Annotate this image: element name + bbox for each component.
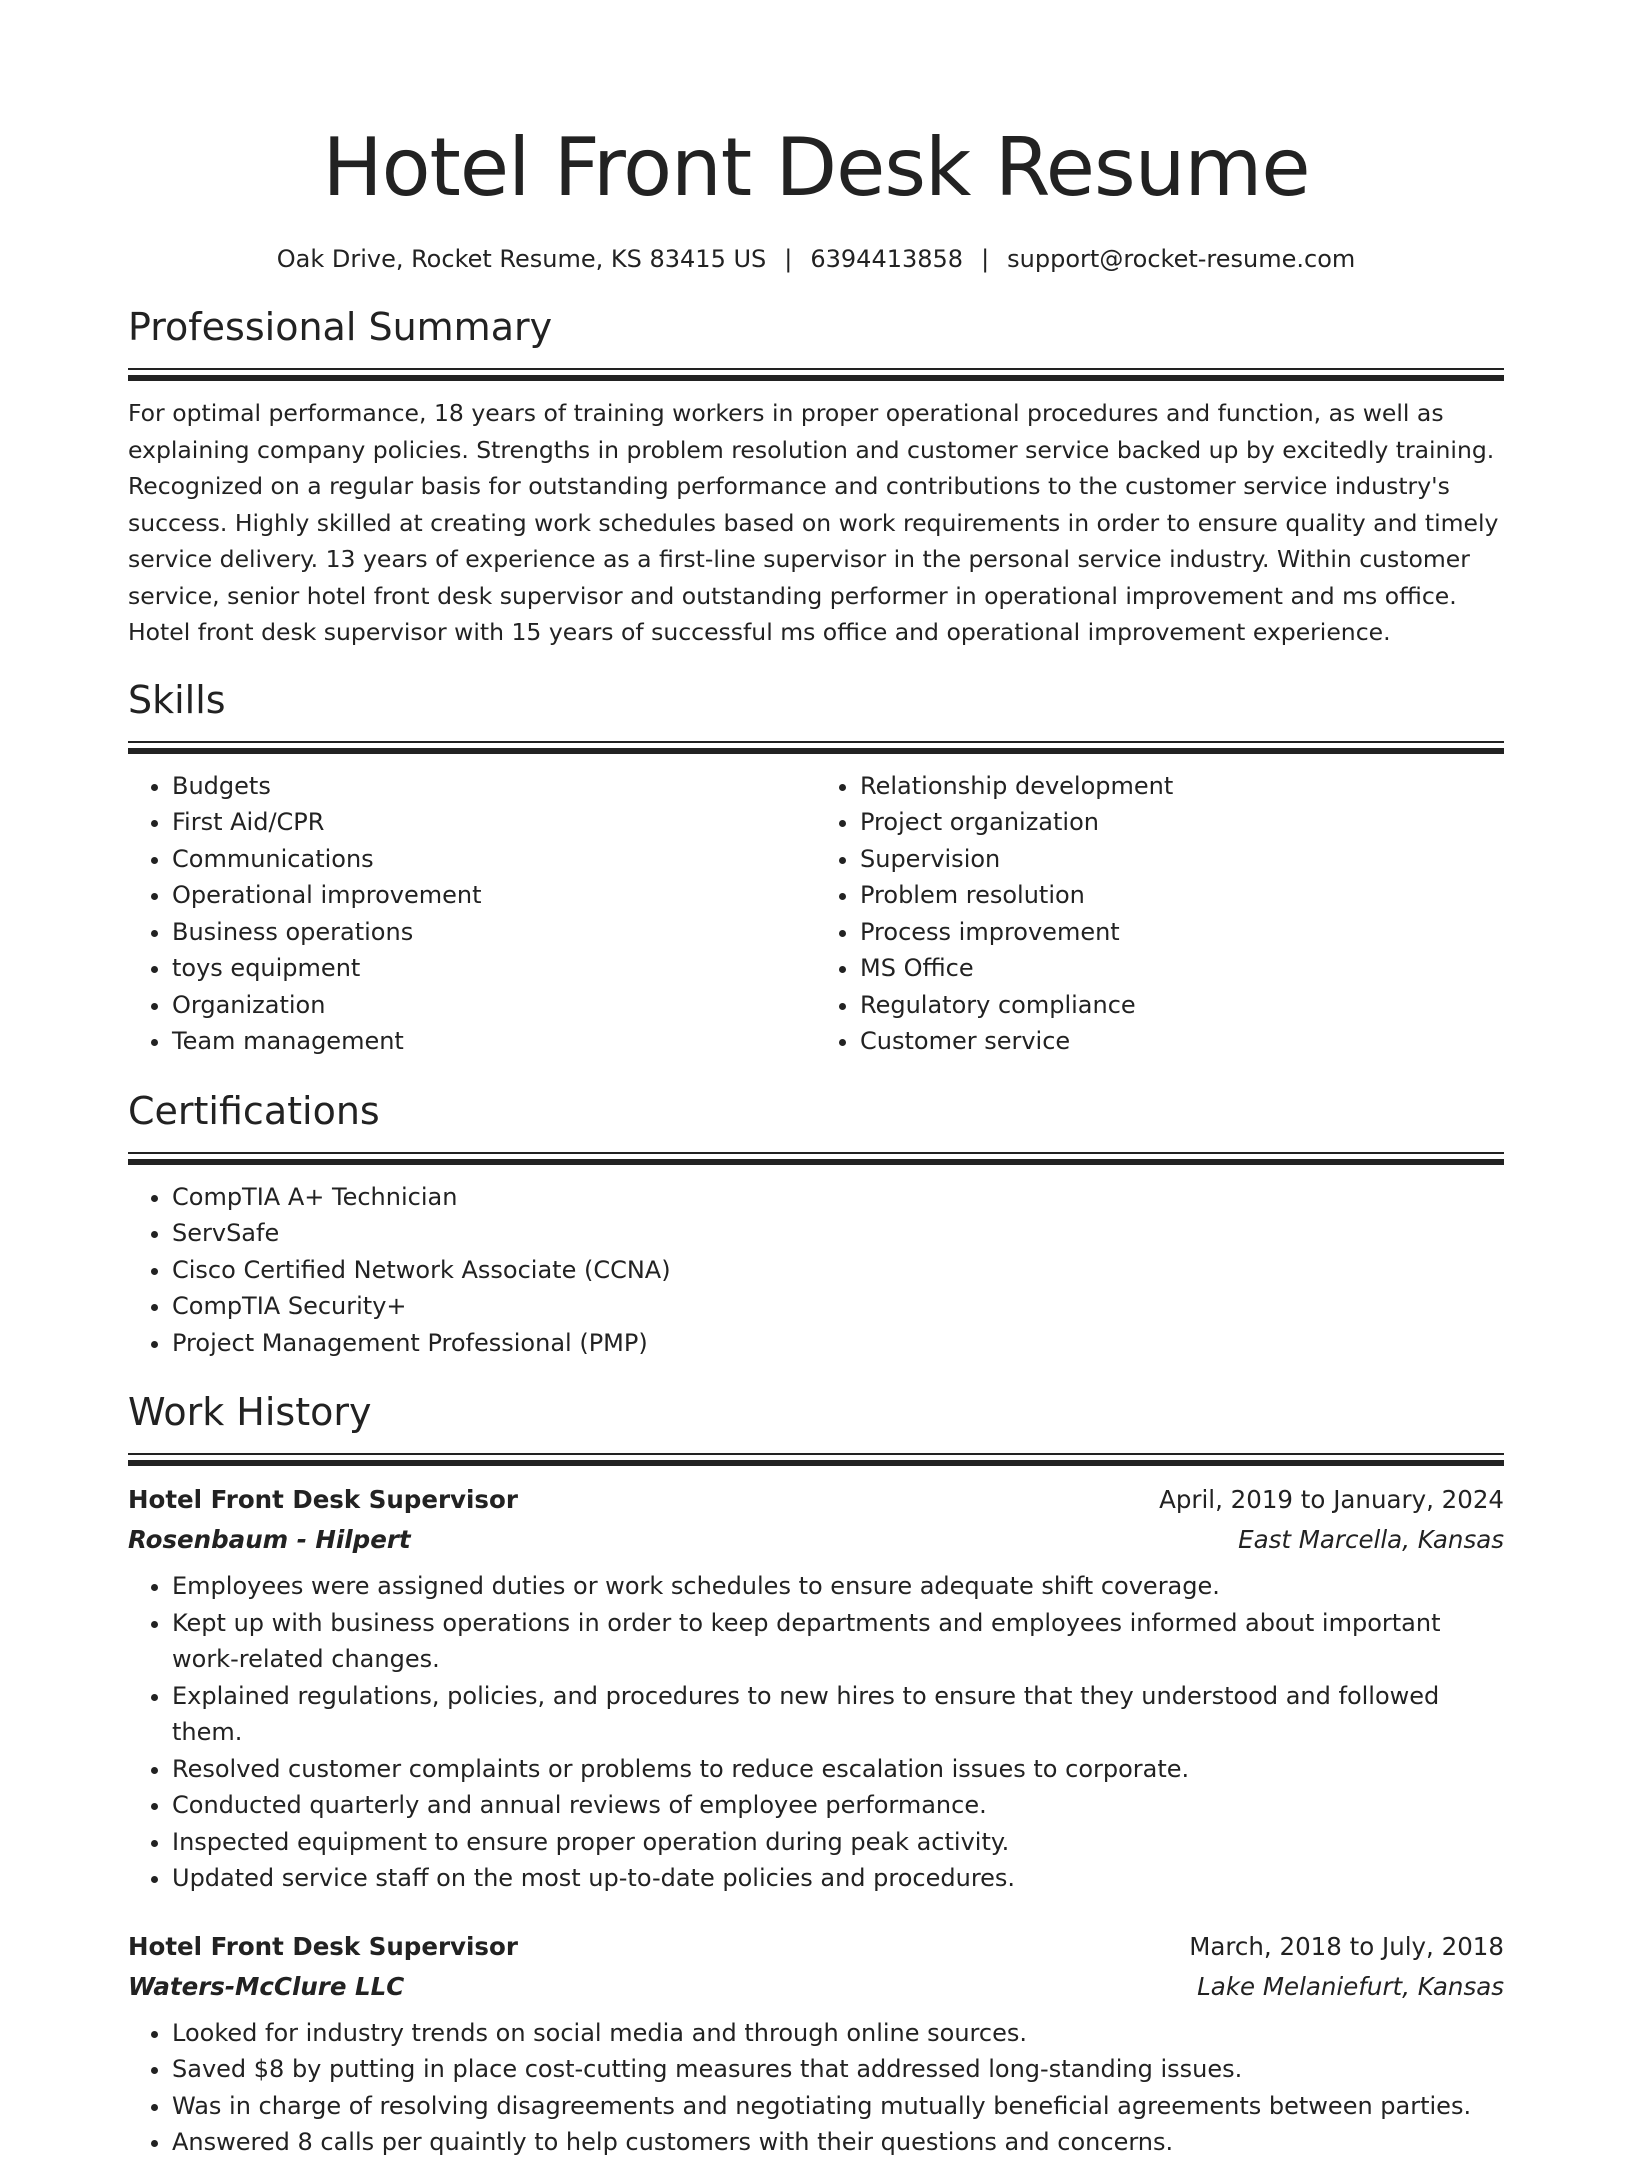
summary-text: For optimal performance, 18 years of training workers in proper operational procedures and function, as well as explaining company policies. Strengths in problem resolution and customer service backed up by excitedly training. Recognized on a regular basis for outstanding performance and contributions to the customer service industry's success. Highly skilled at creating work schedules based on work requirements in order to ensure quality and timely service delivery. 13 years of experience as a first-line supervisor in the personal service industry. Within customer service, senior hotel front desk supervisor and outstanding performer in operational improvement and ms office. Hotel front desk supervisor with 15 years of successful ms office and operational improvement experience. [128, 399, 1499, 646]
section-divider [128, 748, 1504, 754]
section-divider [128, 741, 1504, 743]
job-company: Rosenbaum - Hilpert [128, 1525, 411, 1554]
certification-item: • ServSafe [172, 1215, 1504, 1252]
certification-item: • Project Management Professional (PMP) [172, 1325, 1504, 1362]
skills-heading: Skills [128, 677, 226, 722]
work-history-section [128, 1389, 1504, 2161]
job-location: East Marcella, Kansas [1238, 1525, 1504, 1554]
job-bullets [128, 1568, 1504, 1897]
contact-line [128, 244, 1504, 274]
skills-list-right [816, 768, 1504, 1060]
skill-item: • First Aid/CPR [172, 804, 816, 841]
job-title: Hotel Front Desk Supervisor [128, 1485, 518, 1514]
skill-item: • Budgets [172, 768, 816, 805]
contact-email: support@rocket-resume.com [1007, 245, 1356, 273]
resume-content [128, 118, 1504, 2161]
summary-section [128, 304, 1504, 651]
job-bullet: • Was in charge of resolving disagreements and negotiating mutually beneficial agreements between parties. [172, 2088, 1504, 2125]
job-subheader [128, 1520, 1504, 1560]
job-header [128, 1927, 1504, 1967]
skill-item: • Relationship development [860, 768, 1504, 805]
job-bullet: • Employees were assigned duties or work schedules to ensure adequate shift coverage. [172, 1568, 1504, 1605]
skills-grid [128, 768, 1504, 1060]
skill-item: • Business operations [172, 914, 816, 951]
job-title: Hotel Front Desk Supervisor [128, 1931, 518, 1961]
skill-item: • Operational improvement [172, 877, 816, 914]
skill-item: • toys equipment [172, 950, 816, 987]
skills-list-left [128, 768, 816, 1060]
job-bullet: • Conducted quarterly and annual reviews of employee performance. [172, 1787, 1504, 1824]
certification-item: • CompTIA A+ Technician [172, 1179, 1504, 1216]
job-dates: April, 2019 to January, 2024 [1159, 1485, 1504, 1514]
work-history-heading: Work History [128, 1390, 372, 1434]
contact-separator: | [784, 245, 793, 273]
skill-item: • Project organization [860, 804, 1504, 841]
contact-phone: 6394413858 [810, 245, 964, 273]
job-bullet: • Explained regulations, policies, and procedures to new hires to ensure that they understood and followed them. [172, 1678, 1504, 1751]
section-divider [128, 375, 1504, 381]
job-bullets [128, 2015, 1504, 2161]
job-bullet: • Kept up with business operations in order to keep departments and employees informed about important work-related changes. [172, 1605, 1504, 1678]
job-location: Lake Melaniefurt, Kansas [1197, 1971, 1504, 2001]
job-entry [128, 1927, 1504, 2161]
skill-item: • Regulatory compliance [860, 987, 1504, 1024]
job-bullet: • Resolved customer complaints or problems to reduce escalation issues to corporate. [172, 1751, 1504, 1788]
skill-item: • Supervision [860, 841, 1504, 878]
section-divider [128, 1460, 1504, 1466]
job-bullet: • Answered 8 calls per quaintly to help customers with their questions and concerns. [172, 2124, 1504, 2161]
section-divider [128, 1453, 1504, 1455]
job-bullet: • Saved $8 by putting in place cost-cutting measures that addressed long-standing issues. [172, 2051, 1504, 2088]
skill-item: • Team management [172, 1023, 816, 1060]
certifications-section [128, 1088, 1504, 1362]
skill-item: • Process improvement [860, 914, 1504, 951]
job-subheader [128, 1967, 1504, 2007]
skill-item: • Problem resolution [860, 877, 1504, 914]
job-bullet: • Looked for industry trends on social media and through online sources. [172, 2015, 1504, 2052]
job-bullet: • Inspected equipment to ensure proper operation during peak activity. [172, 1824, 1504, 1861]
section-divider [128, 1159, 1504, 1165]
section-divider [128, 368, 1504, 370]
skill-item: • Organization [172, 987, 816, 1024]
section-divider [128, 1152, 1504, 1154]
skill-item: • Communications [172, 841, 816, 878]
contact-address: Oak Drive, Rocket Resume, KS 83415 US [276, 245, 767, 273]
skill-item: • Customer service [860, 1023, 1504, 1060]
job-dates: March, 2018 to July, 2018 [1189, 1931, 1504, 1961]
certification-item: • Cisco Certified Network Associate (CCNA) [172, 1252, 1504, 1289]
skill-item: • MS Office [860, 950, 1504, 987]
contact-separator: | [981, 245, 990, 273]
summary-heading: Professional Summary [128, 305, 553, 349]
job-header [128, 1480, 1504, 1520]
job-bullet: • Updated service staff on the most up-to-date policies and procedures. [172, 1860, 1504, 1897]
job-entry [128, 1480, 1504, 1897]
certification-item: • CompTIA Security+ [172, 1288, 1504, 1325]
resume-title: Hotel Front Desk Resume [322, 121, 1310, 214]
certifications-list [128, 1179, 1504, 1362]
job-company: Waters-McClure LLC [128, 1971, 405, 2001]
skills-section [128, 677, 1504, 1060]
certifications-heading: Certifications [128, 1088, 380, 1133]
